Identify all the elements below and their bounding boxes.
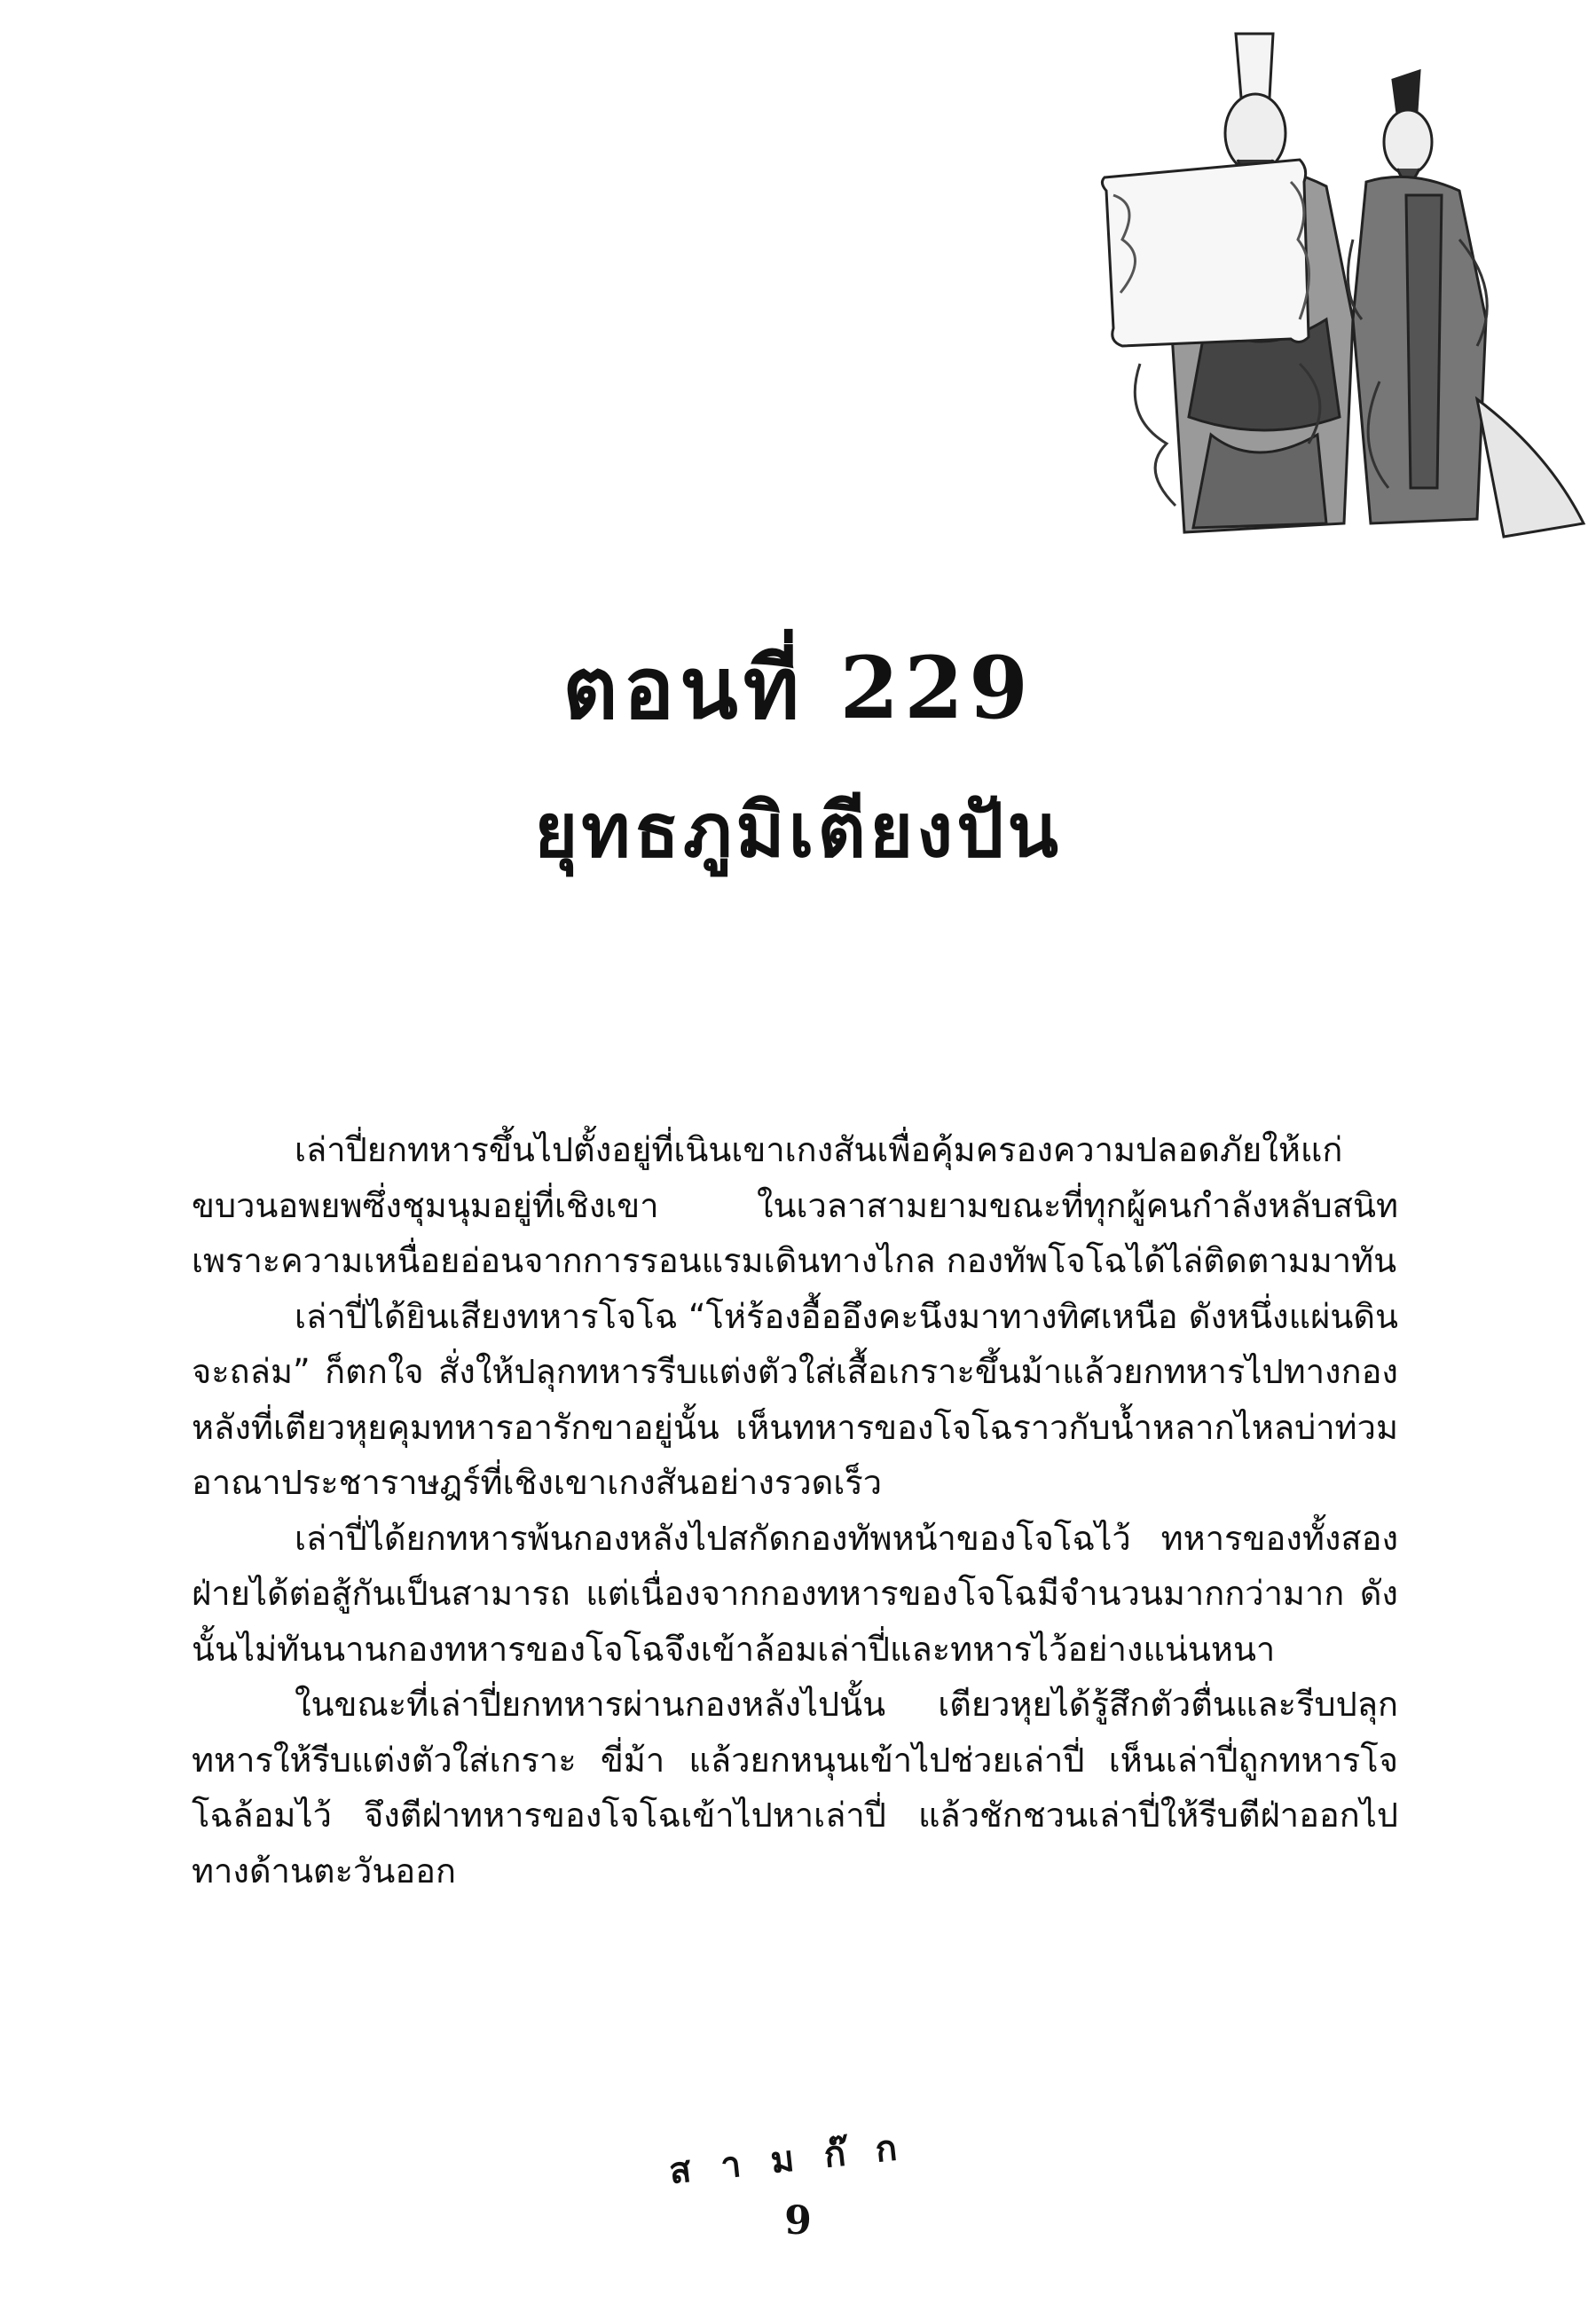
paragraph-2: เล่าปี่ได้ยินเสียงทหารโจโฉ “โห่ร้องอื้ออึงคะนึงมาทางทิศเหนือ ดังหนึ่งแผ่นดินจะถล่ม” ก็ตกใจ สั่งให้ปลุกทหารรีบแต่งตัวใส่เสื้อเกราะขึ้นม้าแล้วยกทหารไปทางกองหลังที่เตียวหุยคุมทหารอารักขาอยู่นั้น เห็นทหารของโจโฉราวกับน้ำหลากไหลบ่าท่วมอาณาประชาราษฎร์ที่เชิงเขาเกงสันอย่างรวดเร็ว <box>192 1296 1398 1502</box>
paragraph-4: ในขณะที่เล่าปี่ยกทหารผ่านกองหลังไปนั้น เตียวหุยได้รู้สึกตัวตื่นและรีบปลุกทหารให้รีบแต่งตัวใส่เกราะ ขี่ม้า แล้วยกหนุนเข้าไปช่วยเล่าปี่ เห็นเล่าปี่ถูกทหารโจโฉล้อมไว้ จึงตีฝ่าทหารของโจโฉเข้าไปหาเล่าปี่ แล้วชักชวนเล่าปี่ให้รีบตีฝ่าออกไปทางด้านตะวันออก <box>192 1685 1398 1890</box>
page-number: 9 <box>784 2198 812 2244</box>
chapter-subtitle: ยุทธภูมิเตียงปัน <box>534 786 1062 874</box>
paragraph-1: เล่าปี่ยกทหารขึ้นไปตั้งอยู่ที่เนินเขาเกงสันเพื่อคุ้มครองความปลอดภัยให้แก่ขบวนอพยพซึ่งชุมนุมอยู่ที่เชิงเขา ในเวลาสามยามขณะที่ทุกผู้คนกำลังหลับสนิทเพราะความเหนื่อยอ่อนจากการรอนแรมเดินทางไกล กองทัพโจโฉได้ไล่ติดตามมาทัน <box>192 1130 1398 1280</box>
book-title-footer: สามก๊ก <box>667 2123 930 2193</box>
two-officials-reading-scroll-illustration <box>1087 27 1592 546</box>
paragraph-3: เล่าปี่ได้ยกทหารพ้นกองหลังไปสกัดกองทัพหน้าของโจโฉไว้ ทหารของทั้งสองฝ่ายได้ต่อสู้กันเป็นสามารถ แต่เนื่องจากกองทหารของโจโฉมีจำนวนมากกว่ามาก ดังนั้นไม่ทันนานกองทหารของโจโฉจึงเข้าล้อมเล่าปี่และทหารไว้อย่างแน่นหนา <box>192 1518 1398 1669</box>
chapter-heading: ตอนที่ 229 <box>562 638 1034 738</box>
body-text <box>192 1122 1398 1898</box>
